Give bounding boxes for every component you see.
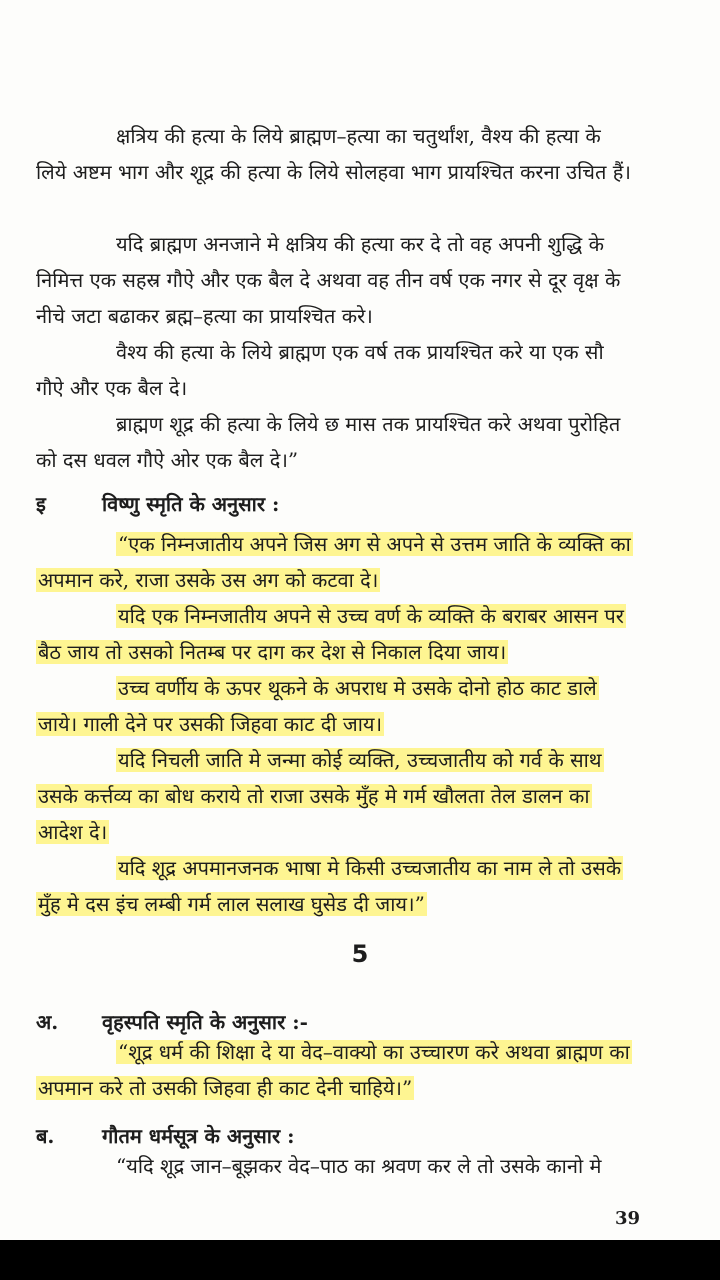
highlight: उच्च वर्णीय के ऊपर थूकने के अपराध मे उसके दोनो होठ काट डाले जाये। गाली देने पर उसकी जिहवा काट दी जाय। <box>38 676 597 736</box>
highlight: यदि निचली जाति मे जन्मा कोई व्यक्ति, उच्चजातीय को गर्व के साथ उसके कर्त्तव्य का बोध कराये तो राजा उसके मुँह मे गर्म खौलता तेल डालन का आदेश दे। <box>38 748 602 844</box>
heading-marker: ब. <box>36 1124 55 1148</box>
paragraph: “यदि शूद्र जान–बूझकर वेद–पाठ का श्रवण कर ले तो उसके कानो मे <box>116 1154 602 1178</box>
highlighted-paragraph <box>36 850 636 922</box>
paragraph: ब्राह्मण शूद्र की हत्या के लिये छ मास तक प्रायश्चित करे अथवा पुरोहित को दस धवल गौऐ ओर एक बैल दे।” <box>36 412 621 472</box>
screen-bottom-bar <box>0 1240 720 1280</box>
highlighted-paragraph <box>36 598 636 670</box>
paragraph: वैश्य की हत्या के लिये ब्राह्मण एक वर्ष तक प्रायश्चित करे या एक सौ गौऐ और एक बैल दे। <box>36 340 604 400</box>
highlight: यदि शूद्र अपमानजनक भाषा मे किसी उच्चजातीय का नाम ले तो उसके मुँह मे दस इंच लम्बी गर्म लाल सलाख घुसेड दी जाय।” <box>38 856 622 916</box>
highlighted-paragraph <box>36 742 636 850</box>
paragraph: क्षत्रिय की हत्या के लिये ब्राह्मण–हत्या का चतुर्थांश, वैश्य की हत्या के लिये अष्टम भाग और शूद्र की हत्या के लिये सोलहवा भाग प्रायश्चित करना उचित हैं। <box>36 124 631 184</box>
paragraph: यदि ब्राह्मण अनजाने मे क्षत्रिय की हत्या कर दे तो वह अपनी शुद्धि के निमित्त एक सहस्र गौऐ और एक बैल दे अथवा वह तीन वर्ष एक नगर से दूर वृक्ष के नीचे जटा बढाकर ब्रह्म–हत्या का प्रायश्चित करे। <box>36 232 621 328</box>
section-number: 5 <box>351 940 369 968</box>
section-heading-gautam <box>36 1122 294 1149</box>
highlighted-paragraph <box>36 526 636 598</box>
highlight: “शूद्र धर्म की शिक्षा दे या वेद–वाक्यो का उच्चारण करे अथवा ब्राह्मण का अपमान करे तो उसकी जिहवा ही काट देनी चाहिये।” <box>38 1040 630 1100</box>
highlighted-paragraph <box>36 1034 636 1106</box>
highlighted-paragraph <box>36 670 636 742</box>
section-heading-vrihaspati <box>36 1008 308 1035</box>
heading-title: विष्णु स्मृति के अनुसार : <box>102 492 280 516</box>
section-heading-vishnu <box>36 490 279 517</box>
page-number: 39 <box>614 1208 640 1229</box>
heading-title: गौतम धर्मसूत्र के अनुसार : <box>102 1124 295 1148</box>
heading-marker: अ. <box>36 1010 59 1034</box>
heading-marker: इ <box>36 492 46 516</box>
heading-title: वृहस्पति स्मृति के अनुसार :- <box>102 1010 308 1034</box>
highlight: यदि एक निम्नजातीय अपने से उच्च वर्ण के व्यक्ति के बराबर आसन पर बैठ जाय तो उसको नितम्ब पर दाग कर देश से निकाल दिया जाय। <box>38 604 624 664</box>
highlight: “एक निम्नजातीय अपने जिस अग से अपने से उत्तम जाति के व्यक्ति का अपमान करे, राजा उसके उस अग को कटवा दे। <box>38 532 631 592</box>
